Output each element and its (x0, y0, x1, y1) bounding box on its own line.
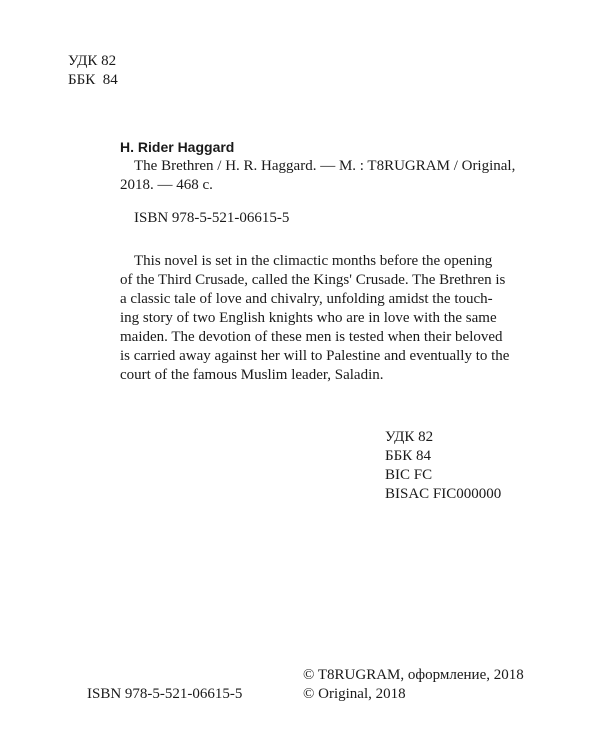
annotation-line: ing story of two English knights who are in love with the same (120, 310, 497, 326)
isbn-footer: ISBN 978-5-521-06615-5 (87, 686, 243, 702)
annotation-line: is carried away against her will to Palestine and eventually to the (120, 348, 510, 364)
publication-details: 2018. — 468 c. (120, 177, 213, 193)
copyright-original: © Original, 2018 (303, 686, 406, 702)
bbk-code: ББК 84 (68, 72, 118, 88)
annotation-line: of the Third Crusade, called the Kings' Crusade. The Brethren is (120, 272, 506, 288)
bibliographic-entry (120, 138, 530, 228)
bisac-code: BISAC FIC000000 (385, 486, 502, 502)
annotation (120, 252, 532, 385)
classification-codes (385, 428, 501, 504)
udk-code: УДК 82 (68, 53, 117, 69)
copyright-notice (303, 666, 524, 704)
top-classification-codes (68, 52, 118, 90)
author-heading: H. Rider Haggard (120, 139, 235, 155)
annotation-line: court of the famous Muslim leader, Saladin. (120, 367, 384, 383)
entry-isbn: ISBN 978-5-521-06615-5 (134, 210, 290, 226)
annotation-line: maiden. The devotion of these men is tested when their beloved (120, 329, 503, 345)
bic-code: BIC FC (385, 467, 433, 483)
copyright-design: © T8RUGRAM, оформление, 2018 (303, 667, 524, 683)
annotation-line: a classic tale of love and chivalry, unfolding amidst the touch- (120, 291, 493, 307)
udk-code: УДК 82 (385, 429, 434, 445)
bbk-code: ББК 84 (385, 448, 431, 464)
title-statement: The Brethren / H. R. Haggard. — M. : T8RUGRAM / Original, (134, 158, 516, 174)
annotation-line: This novel is set in the climactic months before the opening (134, 253, 493, 269)
